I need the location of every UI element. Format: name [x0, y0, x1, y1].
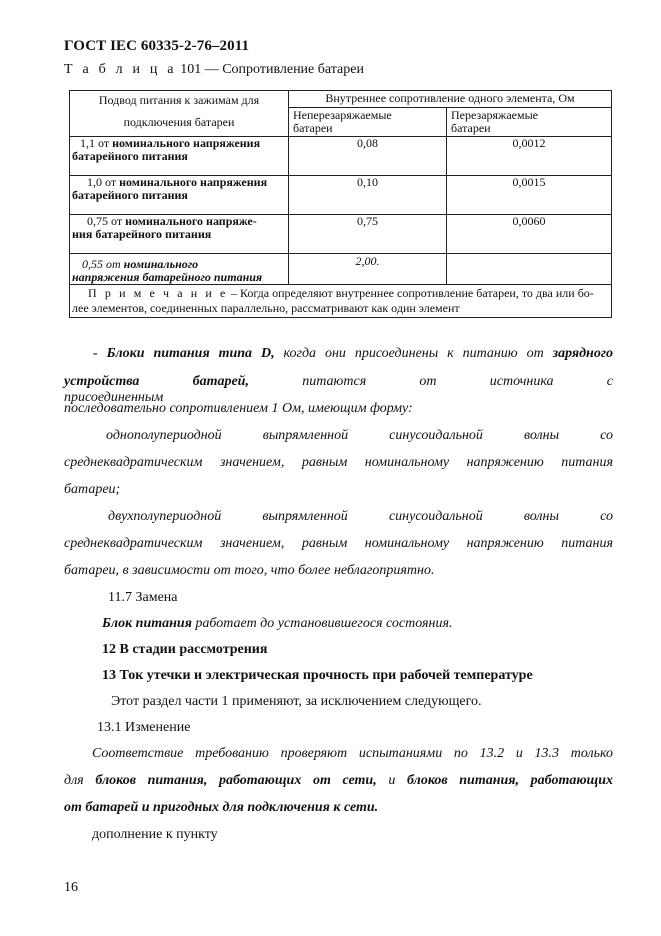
- section-13-1-line3: от батарей и пригодных для подключения к сети.: [64, 800, 379, 815]
- note-label: П р и м е ч а н и е: [88, 286, 228, 300]
- table-row: [70, 215, 612, 254]
- row-bold-text-cont: ния батарейного питания: [72, 227, 212, 241]
- text-span: для: [64, 773, 96, 788]
- subheader-nonrech-line1: Неперезаряжаемые: [293, 108, 392, 122]
- paragraph-fullwave-line1: двухполупериодной выпрямленной синусоидальной волны со: [108, 509, 613, 524]
- emphasis-type-d: - Блоки питания типа D,: [93, 346, 275, 361]
- page-number: 16: [64, 880, 78, 895]
- row-rech-value: [447, 254, 612, 285]
- row-rech-value: 0,0015: [447, 176, 612, 215]
- table-row: [70, 254, 612, 285]
- row-bold-text: номинального напряжения: [119, 175, 268, 189]
- subheader-rech-line2: батареи: [451, 121, 491, 135]
- header-cell-supply: [70, 91, 289, 137]
- row-rech-value: 0,0012: [447, 137, 612, 176]
- table-row: [70, 176, 612, 215]
- emphasis-charger: зарядного: [552, 346, 613, 361]
- table-caption: [64, 62, 364, 78]
- table-note-row: [70, 285, 612, 318]
- table-caption-prefix: Т а б л и ц а: [64, 62, 177, 77]
- paragraph-type-d-line1: [93, 346, 613, 362]
- subheader-nonrechargeable: [289, 108, 447, 137]
- note-text-line1: – Когда определяют внутреннее сопротивление батареи, то два или бо-: [227, 286, 594, 300]
- table-note: [70, 285, 612, 318]
- emphasis-battery-charger: устройства батарей,: [64, 374, 249, 389]
- row-supply-cell: [70, 215, 289, 254]
- section-12-title: 12 В стадии рассмотрения: [102, 642, 268, 657]
- note-text-line2: лее элементов, соединенных параллельно, рассматривают как один элемент: [72, 301, 460, 315]
- subheader-nonrech-line2: батареи: [293, 121, 333, 135]
- row-supply-cell: [70, 137, 289, 176]
- row-value-prefix: 0,55 от: [82, 257, 124, 271]
- section-13-1-line2: [64, 773, 613, 789]
- section-13-title: 13 Ток утечки и электрическая прочность при рабочей температуре: [102, 668, 533, 683]
- row-value-prefix: 0,75 от: [87, 214, 126, 228]
- row-nonrech-value: 2,00.: [289, 254, 447, 285]
- table-caption-title: 101 — Сопротивление батареи: [176, 62, 364, 77]
- emphasis-battery-units: блоков питания, работающих: [407, 773, 613, 788]
- paragraph-halfwave-line2: среднеквадратическим значением, равным номинальному напряжению питания: [64, 455, 613, 470]
- section-11-7-title: 11.7 Замена: [108, 590, 178, 605]
- subheader-rech-line1: Перезаряжаемые: [451, 108, 538, 122]
- row-bold-text-cont: батарейного питания: [72, 188, 188, 202]
- row-nonrech-value: 0,75: [289, 215, 447, 254]
- emphasis-mains-units: блоков питания, работающих от сети,: [95, 773, 377, 788]
- paragraph-halfwave-line1: однополупериодной выпрямленной синусоидальной волны со: [106, 428, 613, 443]
- row-value-prefix: 1,0 от: [87, 175, 120, 189]
- paragraph-type-d-line3: последовательно сопротивлением 1 Ом, имеющим форму:: [64, 401, 413, 416]
- table-row: [70, 137, 612, 176]
- row-bold-text-cont: батарейного питания: [72, 149, 188, 163]
- text-span: и: [376, 773, 407, 788]
- row-value-prefix: 1,1 от: [80, 136, 113, 150]
- row-rech-value: 0,0060: [447, 215, 612, 254]
- section-13-1-title: 13.1 Изменение: [97, 720, 191, 735]
- header-supply-line2: подключения батареи: [123, 115, 235, 129]
- row-bold-text: номинального: [123, 257, 199, 271]
- addition-label: дополнение к пункту: [92, 827, 218, 842]
- text-span: работает до установившегося состояния.: [191, 616, 453, 631]
- paragraph-fullwave-line3: батареи, в зависимости от того, что более неблагоприятно.: [64, 563, 435, 578]
- subheader-rechargeable: [447, 108, 612, 137]
- section-13-text: Этот раздел части 1 применяют, за исключением следующего.: [111, 694, 482, 709]
- section-13-1-line1: Соответствие требованию проверяют испытаниями по 13.2 и 13.3 только: [92, 746, 613, 761]
- emphasis-power-unit: Блок питания: [102, 616, 192, 631]
- table-header-row: [70, 91, 612, 108]
- row-nonrech-value: 0,08: [289, 137, 447, 176]
- text-span: питаются от источника с присоединенным: [64, 374, 613, 405]
- document-header: ГОСТ IEC 60335-2-76–2011: [64, 38, 250, 54]
- paragraph-fullwave-line2: среднеквадратическим значением, равным номинальному напряжению питания: [64, 536, 613, 551]
- section-11-7-text: [102, 616, 453, 632]
- paragraph-halfwave-line3: батареи;: [64, 482, 121, 497]
- header-cell-resistance: Внутреннее сопротивление одного элемента, Ом: [289, 91, 612, 108]
- row-supply-cell: [70, 176, 289, 215]
- row-bold-text: номинального напряже-: [125, 214, 257, 228]
- row-nonrech-value: 0,10: [289, 176, 447, 215]
- row-supply-cell: [70, 254, 289, 285]
- battery-resistance-table: [69, 90, 612, 318]
- header-supply-line1: Подвод питания к зажимам для: [98, 93, 260, 107]
- row-bold-text: номинального напряжения: [112, 136, 261, 150]
- text-span: когда они присоединены к питанию от: [274, 346, 553, 361]
- row-bold-text-cont: напряжения батарейного питания: [72, 270, 263, 284]
